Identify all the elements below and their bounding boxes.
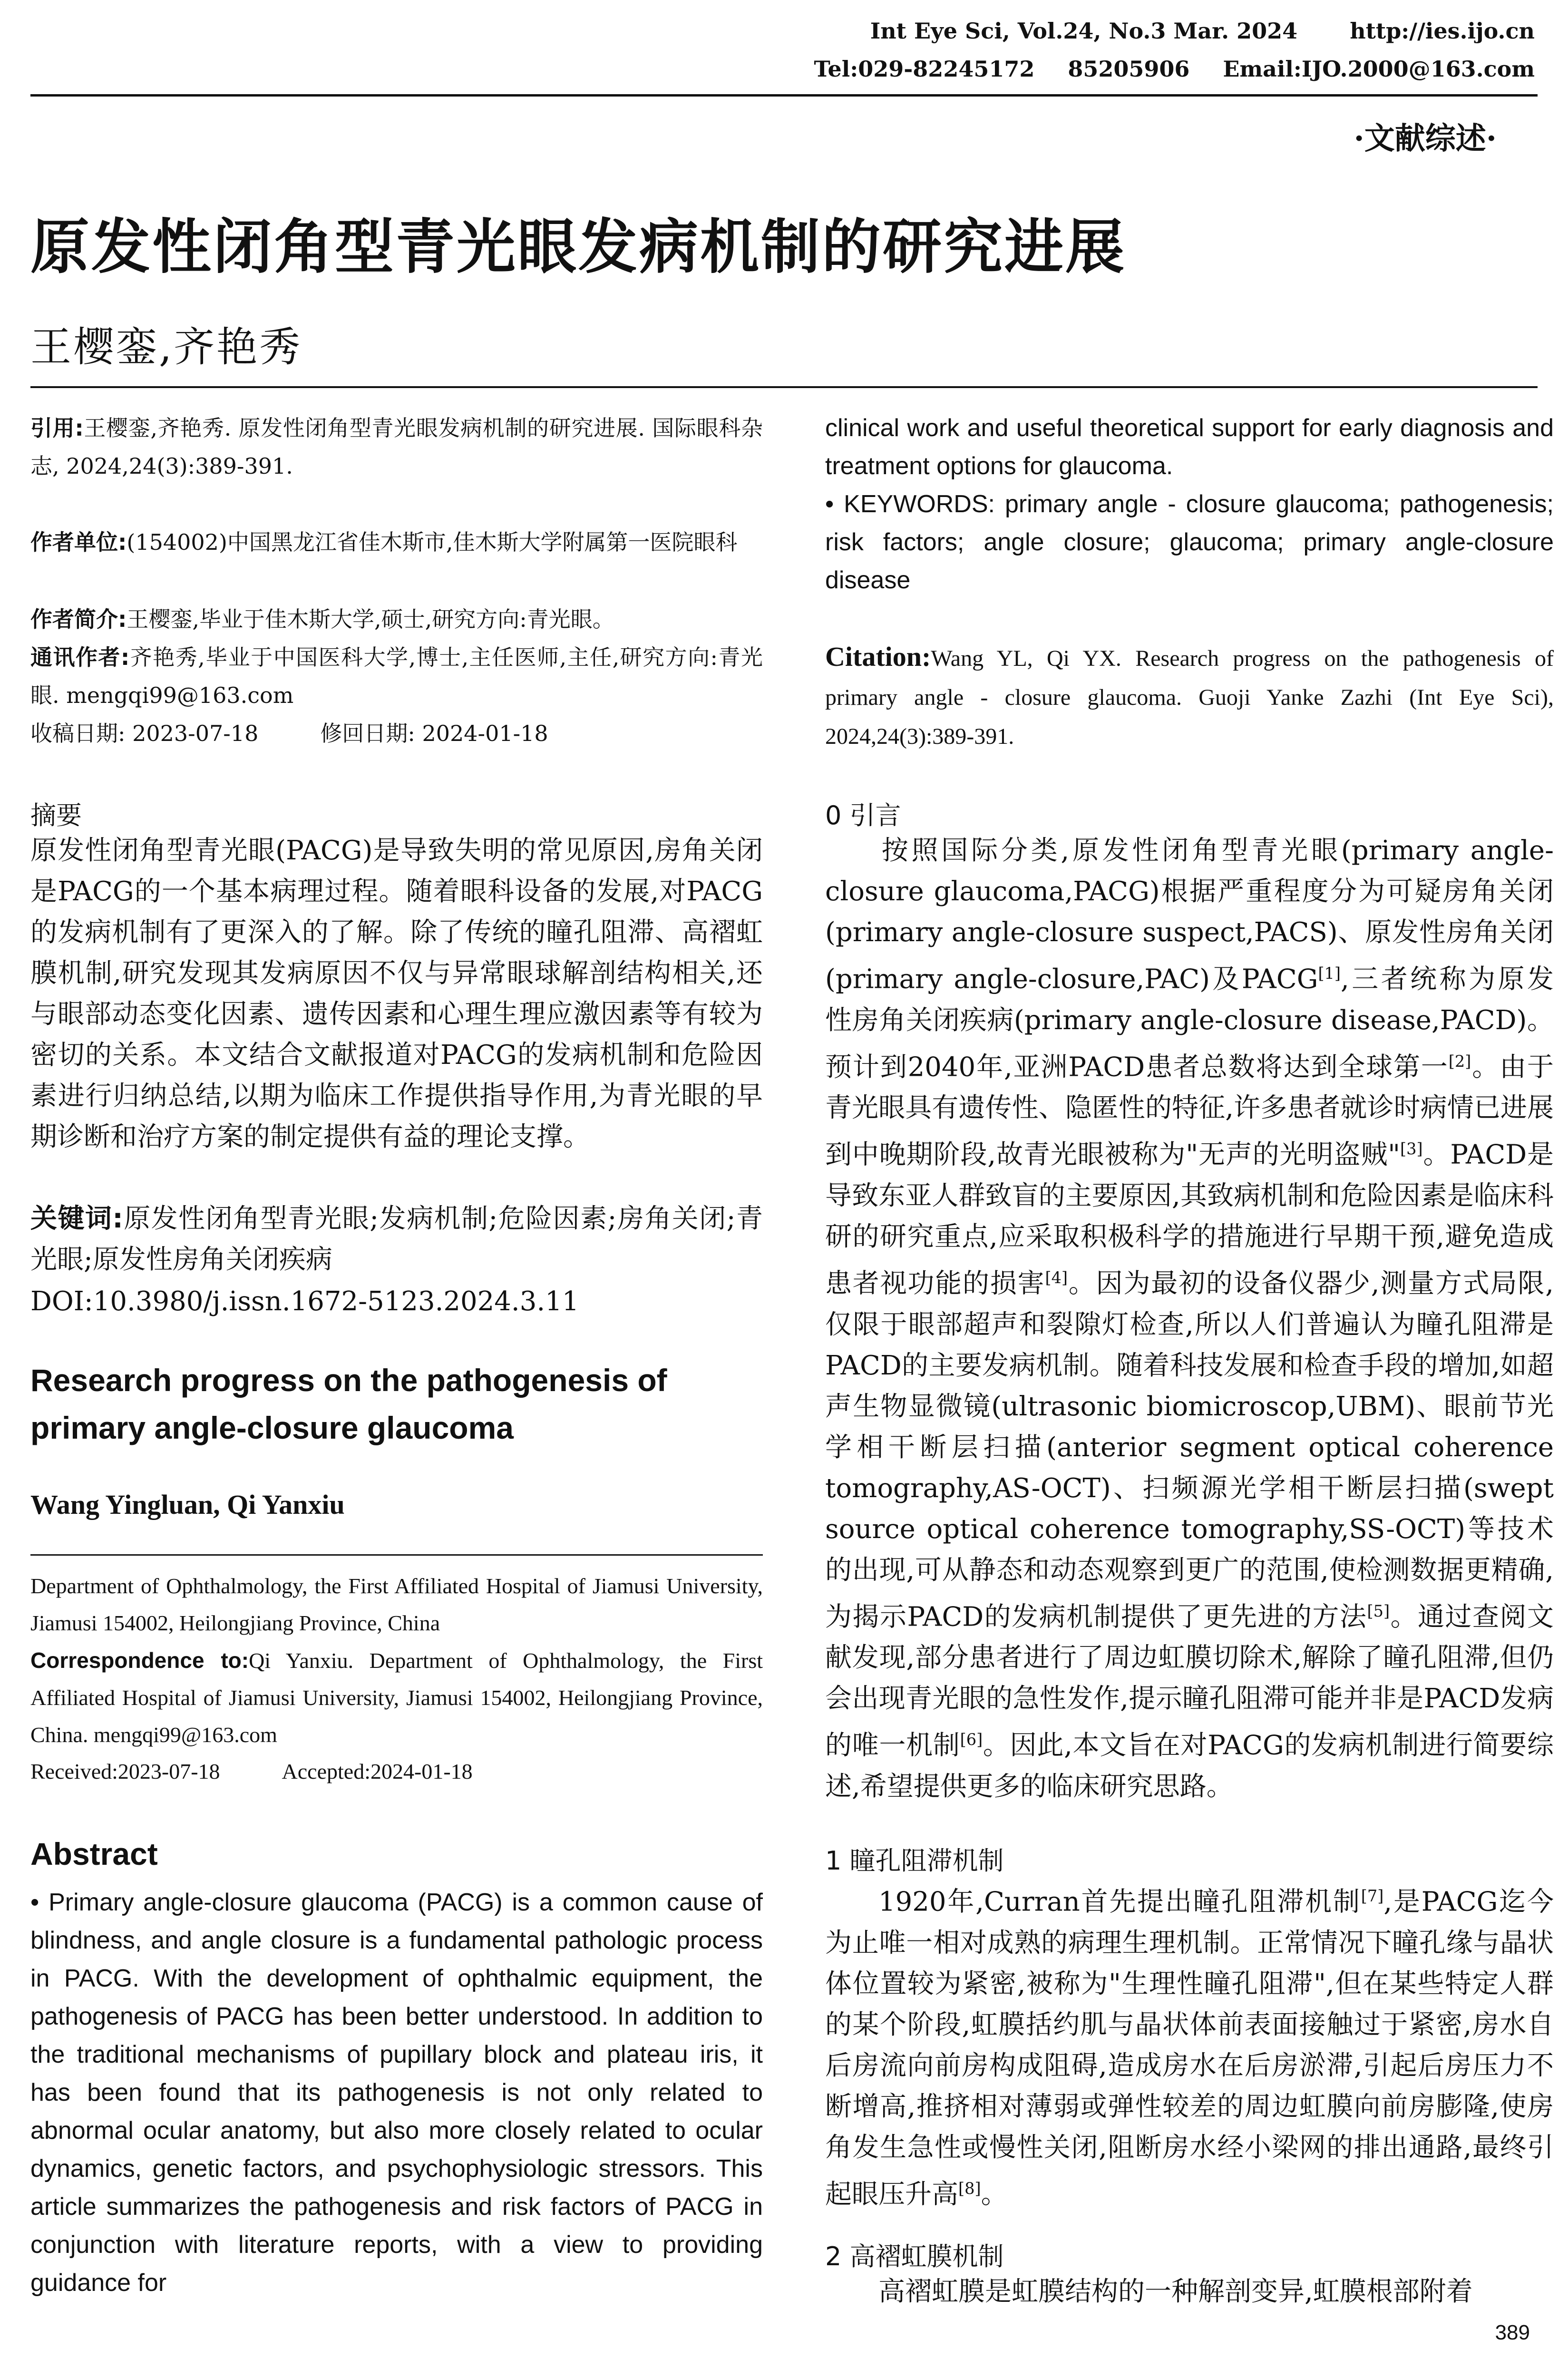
english-affiliation: Department of Ophthalmology, the First Affiliated Hospital of Jiamusi University, Jiamusi 154002, Heilongjiang Province, China — [30, 1574, 763, 1635]
author-unit — [30, 523, 763, 561]
author-bio-text: 王樱銮,毕业于佳木斯大学,硕士,研究方向:青光眼。 — [127, 606, 614, 632]
english-authors: Wang Yingluan, Qi Yanxiu — [30, 1489, 345, 1520]
english-correspondence — [30, 1642, 763, 1754]
sec0-text-d: 。PACD是导致东亚人群致盲的主要原因,其致病机制和危险因素是临床科研的研究重点,应采取积极科学的措施进行早期干预,避免造成患者视功能的损害 — [825, 1139, 1554, 1299]
author-bio — [30, 600, 763, 638]
english-citation — [825, 637, 1554, 756]
revised-date-cn: 修回日期: 2024-01-18 — [320, 721, 548, 746]
english-abstract-heading: Abstract — [30, 1836, 158, 1871]
corresponding-author-text: 齐艳秀,毕业于中国医科大学,博士,主任医师,主任,研究方向:青光眼. mengqi99@163.com — [30, 644, 763, 708]
english-citation-text: Wang YL, Qi YX. Research progress on the pathogenesis of primary angle - closure glaucoma. Guoji Yanke Zazhi (Int Eye Sci), 2024,24(3):389-391. — [825, 646, 1554, 749]
ref-6[interactable]: [6] — [960, 1730, 983, 1749]
sec0-text-c: 。由于青光眼具有遗传性、隐匿性的特征,许多患者就诊时病情已进展到中晚期阶段,故青光眼被称为"无声的光明盗贼" — [825, 1052, 1554, 1170]
corresponding-author-label: 通讯作者: — [30, 644, 130, 670]
sec1-text-a: 1920年,Curran首先提出瞳孔阻滞机制 — [878, 1886, 1361, 1918]
english-correspondence-label: Correspondence to: — [30, 1648, 249, 1673]
ref-2[interactable]: [2] — [1448, 1052, 1471, 1071]
section-tag: ·文献综述· — [1354, 121, 1497, 156]
english-correspondence-text: Qi Yanxiu. Department of Ophthalmology, the First Affiliated Hospital of Jiamusi University, Jiamusi 154002, Heilongjiang Province, China. mengqi99@163.com — [30, 1648, 763, 1747]
journal-info: Int Eye Sci, Vol.24, No.3 Mar. 2024 — [870, 18, 1298, 44]
english-accepted: Accepted:2024-01-18 — [282, 1759, 473, 1783]
sec0-text-e: 。因为最初的设备仪器少,测量方式局限,仅限于眼部超声和裂隙灯检查,所以人们普遍认为瞳孔阻滞是PACD的主要发病机制。随着科技发展和检查手段的增加,如超声生物显微镜(ultrasonic biomicroscop,UBM)、眼前节光学相干断层扫描(anterior segment optical coherence tomography,AS-OCT)、扫频源光学相干断层扫描(swept source optical coherence tomography,SS-OCT)等技术的出现,可从静态和动态观察到更广的范围,使检测数据更精确,为揭示PACD的发病机制提供了更先进的方法 — [825, 1268, 1554, 1633]
sec0-text-g: 。因此,本文旨在对PACG的发病机制进行简要综述,希望提供更多的临床研究思路。 — [825, 1730, 1554, 1802]
english-citation-label: Citation: — [825, 641, 931, 672]
english-abstract: • Primary angle-closure glaucoma (PACG) is a common cause of blindness, and angle closure is a fundamental pathologic process in PACG. With the development of ophthalmic equipment, the pathogenesis of PACG has been better understood. In addition to the traditional mechanisms of pupillary block and plateau iris, it has been found that its pathogenesis is not only related to abnormal ocular anatomy, but also more closely related to ocular dynamics, genetic factors, and psychophysiologic stressors. This article summarizes the pathogenesis and risk factors of PACG in conjunction with literature reports, with a view to providing guidance for — [30, 1889, 763, 2297]
article-authors: 王樱銮,齐艳秀 — [30, 323, 302, 371]
english-abstract-continued: clinical work and useful theoretical support for early diagnosis and treatment options for glaucoma. — [825, 414, 1554, 480]
abstract-heading-cn: 摘要 — [30, 800, 82, 830]
sec1-text-b: ,是PACG迄今为止唯一相对成熟的病理生理机制。正常情况下瞳孔缘与晶状体位置较为紧密,被称为"生理性瞳孔阻滞",但在某些特定人群的某个阶段,虹膜括约肌与晶状体前表面接触过于紧密,房水自后房流向前房构成阻碍,造成房水在后房淤滞,引起后房压力不断增高,推挤相对薄弱或弹性较差的周边虹膜向前房膨隆,使房角发生急性或慢性关闭,阻断房水经小梁网的排出通路,最终引起眼压升高 — [825, 1886, 1554, 2210]
ref-8[interactable]: [8] — [958, 2179, 981, 2198]
journal-header-line2 — [814, 52, 1535, 86]
section-0-heading: 0 引言 — [825, 800, 901, 830]
english-title: Research progress on the pathogenesis of primary angle-closure glaucoma — [30, 1363, 667, 1445]
article-title: 原发性闭角型青光眼发病机制的研究进展 — [30, 213, 1127, 282]
citation-cn-label: 引用: — [30, 415, 84, 441]
journal-tel: Tel:029-82245172 — [814, 56, 1035, 82]
abstract-cn: 原发性闭角型青光眼(PACG)是导致失明的常见原因,房角关闭是PACG的一个基本病理过程。随着眼科设备的发展,对PACG的发病机制有了更深入的了解。除了传统的瞳孔阻滞、高褶虹膜机制,研究发现其发病原因不仅与异常眼球解剖结构相关,还与眼部动态变化因素、遗传因素和心理生理应激因素等有较为密切的关系。本文结合文献报道对PACG的发病机制和危险因素进行归纳总结,以期为临床工作提供指导作用,为青光眼的早期诊断和治疗方案的制定提供有益的理论支撑。 — [30, 835, 763, 1152]
ref-5[interactable]: [5] — [1367, 1601, 1390, 1620]
journal-header-line1 — [870, 14, 1535, 48]
journal-tel2: 85205906 — [1068, 56, 1190, 82]
dates-cn — [30, 714, 763, 752]
sec2-text-a: 高褶虹膜是虹膜结构的一种解剖变异,虹膜根部附着 — [878, 2276, 1473, 2307]
corresponding-author — [30, 638, 763, 714]
doi[interactable]: DOI:10.3980/j.issn.1672-5123.2024.3.11 — [30, 1286, 579, 1317]
title-rule — [30, 386, 1538, 388]
header-rule — [30, 94, 1538, 97]
section-1-heading: 1 瞳孔阻滞机制 — [825, 1846, 1004, 1876]
ref-4[interactable]: [4] — [1045, 1268, 1068, 1287]
received-date-cn: 收稿日期: 2023-07-18 — [30, 721, 259, 746]
author-unit-label: 作者单位: — [30, 529, 127, 555]
section-2-heading: 2 高褶虹膜机制 — [825, 2241, 1004, 2271]
author-unit-text: (154002)中国黑龙江省佳木斯市,佳木斯大学附属第一医院眼科 — [127, 529, 738, 555]
english-authors-rule — [30, 1554, 763, 1556]
section-1-body — [825, 1876, 1554, 2215]
keywords-cn — [30, 1198, 763, 1280]
section-0-body — [825, 830, 1554, 1807]
ref-1[interactable]: [1] — [1318, 964, 1341, 983]
section-2-body — [825, 2271, 1554, 2312]
english-received: Received:2023-07-18 — [30, 1759, 220, 1783]
keywords-cn-text: 原发性闭角型青光眼;发病机制;危险因素;房角关闭;青光眼;原发性房角关闭疾病 — [30, 1203, 763, 1275]
sec1-text-c: 。 — [981, 2179, 1008, 2210]
citation-cn-text: 王樱銮,齐艳秀. 原发性闭角型青光眼发病机制的研究进展. 国际眼科杂志, 2024,24(3):389-391. — [30, 415, 763, 479]
sec0-text-f: 。通过查阅文献发现,部分患者进行了周边虹膜切除术,解除了瞳孔阻滞,但仍会出现青光眼的急性发作,提示瞳孔阻滞可能并非是PACD发病的唯一机制 — [825, 1601, 1554, 1761]
journal-url[interactable]: http://ies.ijo.cn — [1350, 18, 1535, 44]
ref-7[interactable]: [7] — [1361, 1887, 1384, 1905]
author-bio-label: 作者简介: — [30, 606, 127, 632]
sec0-text-b: ,三者统称为原发性房角关闭疾病(primary angle-closure disease,PACD)。预计到2040年,亚洲PACD患者总数将达到全球第一 — [825, 964, 1554, 1083]
ref-3[interactable]: [3] — [1400, 1140, 1423, 1159]
page-number: 389 — [1495, 2321, 1530, 2344]
keywords-cn-label: 关键词: — [30, 1203, 123, 1234]
english-keywords: • KEYWORDS: primary angle - closure glaucoma; pathogenesis; risk factors; angle closure; glaucoma; primary angle-closure disease — [825, 490, 1554, 594]
journal-email[interactable]: Email:IJO.2000@163.com — [1223, 56, 1535, 82]
english-dates — [30, 1753, 763, 1790]
citation-cn — [30, 409, 763, 485]
sec0-text-a: 按照国际分类,原发性闭角型青光眼(primary angle-closure glaucoma,PACG)根据严重程度分为可疑房角关闭(primary angle-closure suspect,PACS)、原发性房角关闭(primary angle-closure,PAC)及PACG — [825, 835, 1554, 995]
